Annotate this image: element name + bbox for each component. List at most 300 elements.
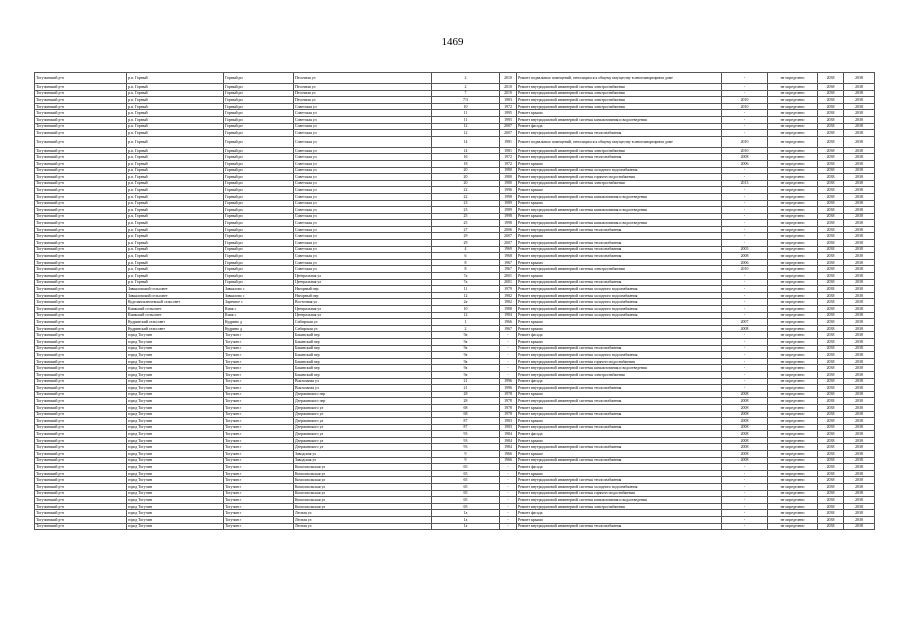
completed-year-cell: -: [722, 292, 768, 299]
completed-year-cell: -: [722, 174, 768, 181]
district-cell: Тогучинский р-н: [35, 345, 127, 352]
build-year-cell: 1983: [500, 97, 517, 104]
work-type-cell: Ремонт крыши: [517, 259, 722, 266]
plan-end-cell: 2038: [844, 306, 875, 313]
completed-year-cell: -: [722, 116, 768, 123]
table-row: [35, 517, 875, 524]
status-cell: не определено: [768, 484, 818, 491]
status-cell: не определено: [768, 444, 818, 451]
district-cell: Тогучинский р-н: [35, 233, 127, 240]
status-cell: не определено: [768, 391, 818, 398]
plan-end-cell: 2038: [844, 147, 875, 154]
completed-year-cell: 2010: [722, 136, 768, 147]
work-type-cell: Ремонт внутридомовой инженерной системы теплоснабжения: [517, 457, 722, 464]
plan-end-cell: 2038: [844, 503, 875, 510]
street-cell: Советская ул: [294, 233, 432, 240]
build-year-cell: 1968: [500, 253, 517, 260]
house-number-cell: 9а: [432, 371, 500, 378]
completed-year-cell: -: [722, 167, 768, 174]
status-cell: не определено: [768, 103, 818, 110]
status-cell: не определено: [768, 130, 818, 137]
plan-end-cell: 2038: [844, 266, 875, 273]
municipality-cell: Горный рп: [224, 259, 294, 266]
district-cell: Тогучинский р-н: [35, 497, 127, 504]
street-cell: Центральная ул: [294, 312, 432, 319]
status-cell: не определено: [768, 319, 818, 326]
work-type-cell: Ремонт внутридомовой инженерной системы электроснабжения: [517, 90, 722, 97]
table-row: [35, 123, 875, 130]
street-cell: Советская ул: [294, 226, 432, 233]
district-cell: Тогучинский р-н: [35, 147, 127, 154]
plan-start-cell: 2038: [818, 312, 844, 319]
table-row: [35, 110, 875, 117]
plan-end-cell: 2038: [844, 523, 875, 530]
build-year-cell: -: [500, 490, 517, 497]
plan-end-cell: 2038: [844, 273, 875, 280]
status-cell: не определено: [768, 371, 818, 378]
house-number-cell: 9а: [432, 365, 500, 372]
plan-start-cell: 2038: [818, 490, 844, 497]
status-cell: не определено: [768, 160, 818, 167]
plan-start-cell: 2038: [818, 187, 844, 194]
work-type-cell: Ремонт фасада: [517, 332, 722, 339]
district-cell: Тогучинский р-н: [35, 136, 127, 147]
municipality-cell: Горный рп: [224, 136, 294, 147]
plan-end-cell: 2038: [844, 193, 875, 200]
plan-end-cell: 2038: [844, 279, 875, 286]
settlement-cell: город Тогучин: [127, 457, 224, 464]
plan-start-cell: 2038: [818, 523, 844, 530]
house-number-cell: 8: [432, 266, 500, 273]
municipality-cell: Тогучин г: [224, 371, 294, 378]
status-cell: не определено: [768, 411, 818, 418]
plan-end-cell: 2038: [844, 220, 875, 227]
settlement-cell: р.п. Горный: [127, 174, 224, 181]
work-type-cell: Ремонт крыши: [517, 338, 722, 345]
status-cell: не определено: [768, 123, 818, 130]
district-cell: Тогучинский р-н: [35, 84, 127, 91]
plan-end-cell: 2038: [844, 180, 875, 187]
settlement-cell: р.п. Горный: [127, 73, 224, 84]
street-cell: Песочная ул: [294, 97, 432, 104]
street-cell: Советская ул: [294, 160, 432, 167]
completed-year-cell: 2006: [722, 160, 768, 167]
district-cell: Тогучинский р-н: [35, 116, 127, 123]
settlement-cell: город Тогучин: [127, 431, 224, 438]
table-row: [35, 358, 875, 365]
street-cell: Песочная ул: [294, 73, 432, 84]
table-row: [35, 306, 875, 313]
status-cell: не определено: [768, 312, 818, 319]
work-type-cell: Ремонт фасада: [517, 464, 722, 471]
plan-start-cell: 2038: [818, 385, 844, 392]
settlement-cell: город Тогучин: [127, 418, 224, 425]
work-type-cell: Ремонт внутридомовой инженерной системы теплоснабжения: [517, 226, 722, 233]
municipality-cell: Завьялово с: [224, 292, 294, 299]
house-number-cell: 9: [432, 451, 500, 458]
district-cell: Тогучинский р-н: [35, 73, 127, 84]
work-type-cell: Ремонт внутридомовой инженерной системы теплоснабжения: [517, 253, 722, 260]
completed-year-cell: 2008: [722, 325, 768, 332]
completed-year-cell: -: [722, 497, 768, 504]
build-year-cell: 1983: [500, 424, 517, 431]
build-year-cell: 1982: [500, 299, 517, 306]
street-cell: Бакинский пер: [294, 365, 432, 372]
table-row: [35, 378, 875, 385]
municipality-cell: Тогучин г: [224, 391, 294, 398]
plan-start-cell: 2038: [818, 200, 844, 207]
build-year-cell: 1978: [500, 398, 517, 405]
house-number-cell: 27: [432, 226, 500, 233]
table-row: [35, 213, 875, 220]
street-cell: Бакинский пер: [294, 345, 432, 352]
table-row: [35, 273, 875, 280]
completed-year-cell: -: [722, 484, 768, 491]
completed-year-cell: 2010: [722, 147, 768, 154]
street-cell: Комсомольская ул: [294, 490, 432, 497]
district-cell: Тогучинский р-н: [35, 325, 127, 332]
plan-start-cell: 2038: [818, 306, 844, 313]
completed-year-cell: -: [722, 371, 768, 378]
house-number-cell: 65: [432, 477, 500, 484]
house-number-cell: 1а: [432, 517, 500, 524]
settlement-cell: р.п. Горный: [127, 246, 224, 253]
settlement-cell: р.п. Горный: [127, 154, 224, 161]
completed-year-cell: 2007: [722, 319, 768, 326]
work-type-cell: Ремонт внутридомовой инженерной системы электроснабжения: [517, 503, 722, 510]
settlement-cell: р.п. Горный: [127, 226, 224, 233]
work-type-cell: Ремонт крыши: [517, 418, 722, 425]
street-cell: Комсомольская ул: [294, 484, 432, 491]
plan-start-cell: 2038: [818, 193, 844, 200]
completed-year-cell: -: [722, 385, 768, 392]
completed-year-cell: 2010: [722, 97, 768, 104]
plan-start-cell: 2038: [818, 279, 844, 286]
municipality-cell: Горный рп: [224, 84, 294, 91]
completed-year-cell: -: [722, 207, 768, 214]
house-number-cell: 93: [432, 431, 500, 438]
status-cell: не определено: [768, 154, 818, 161]
district-cell: Тогучинский р-н: [35, 259, 127, 266]
work-type-cell: Ремонт фасада: [517, 510, 722, 517]
street-cell: Комсомольская ул: [294, 464, 432, 471]
status-cell: не определено: [768, 213, 818, 220]
plan-end-cell: 2038: [844, 200, 875, 207]
street-cell: Песочная ул: [294, 84, 432, 91]
work-type-cell: Ремонт внутридомовой инженерной системы теплоснабжения: [517, 444, 722, 451]
plan-start-cell: 2038: [818, 378, 844, 385]
plan-start-cell: 2038: [818, 123, 844, 130]
build-year-cell: 1989: [500, 200, 517, 207]
plan-start-cell: 2038: [818, 457, 844, 464]
work-type-cell: Ремонт внутридомовой инженерной системы теплоснабжения: [517, 411, 722, 418]
build-year-cell: 1978: [500, 404, 517, 411]
build-year-cell: 1980: [500, 180, 517, 187]
settlement-cell: город Тогучин: [127, 371, 224, 378]
house-number-cell: 68: [432, 411, 500, 418]
build-year-cell: 2001: [500, 273, 517, 280]
municipality-cell: Горный рп: [224, 116, 294, 123]
municipality-cell: Кудрино д: [224, 319, 294, 326]
status-cell: не определено: [768, 167, 818, 174]
municipality-cell: Тогучин г: [224, 457, 294, 464]
house-number-cell: 9а: [432, 352, 500, 359]
work-type-cell: Ремонт внутридомовой инженерной системы канализования и водоотведения: [517, 116, 722, 123]
table-row: [35, 279, 875, 286]
table-row: [35, 240, 875, 247]
plan-end-cell: 2038: [844, 299, 875, 306]
status-cell: не определено: [768, 279, 818, 286]
plan-end-cell: 2038: [844, 365, 875, 372]
work-type-cell: Ремонт внутридомовой инженерной системы канализования и водоотведения: [517, 220, 722, 227]
house-number-cell: 6: [432, 253, 500, 260]
work-type-cell: Ремонт внутридомовой инженерной системы электроснабжения: [517, 371, 722, 378]
street-cell: Дзержинского пер: [294, 398, 432, 405]
completed-year-cell: -: [722, 378, 768, 385]
plan-start-cell: 2038: [818, 246, 844, 253]
work-type-cell: Ремонт подвальных помещений, относящихся к общему имуществу в многоквартирном доме: [517, 136, 722, 147]
plan-start-cell: 2038: [818, 226, 844, 233]
completed-year-cell: -: [722, 187, 768, 194]
municipality-cell: Горный рп: [224, 207, 294, 214]
municipality-cell: Заречное с: [224, 299, 294, 306]
work-type-cell: Ремонт внутридомовой инженерной системы теплоснабжения: [517, 246, 722, 253]
completed-year-cell: 2010: [722, 266, 768, 273]
house-number-cell: 18: [432, 160, 500, 167]
table-row: [35, 385, 875, 392]
district-cell: Тогучинский р-н: [35, 391, 127, 398]
street-cell: Восточная ул: [294, 299, 432, 306]
settlement-cell: город Тогучин: [127, 352, 224, 359]
district-cell: Тогучинский р-н: [35, 279, 127, 286]
plan-end-cell: 2038: [844, 431, 875, 438]
status-cell: не определено: [768, 437, 818, 444]
build-year-cell: 1978: [500, 391, 517, 398]
completed-year-cell: 2010: [722, 103, 768, 110]
house-number-cell: 65: [432, 497, 500, 504]
build-year-cell: 1981: [500, 147, 517, 154]
street-cell: Советская ул: [294, 253, 432, 260]
work-type-cell: Ремонт крыши: [517, 200, 722, 207]
build-year-cell: -: [500, 371, 517, 378]
build-year-cell: 1980: [500, 174, 517, 181]
district-cell: Тогучинский р-н: [35, 418, 127, 425]
municipality-cell: Тогучин г: [224, 418, 294, 425]
settlement-cell: Завьяловский сельсовет: [127, 292, 224, 299]
street-cell: Советская ул: [294, 180, 432, 187]
plan-start-cell: 2038: [818, 484, 844, 491]
house-number-cell: 12: [432, 130, 500, 137]
build-year-cell: 1972: [500, 154, 517, 161]
work-type-cell: Ремонт внутридомовой инженерной системы теплоснабжения: [517, 345, 722, 352]
completed-year-cell: -: [722, 477, 768, 484]
registry-body: [35, 73, 875, 530]
build-year-cell: 2010: [500, 90, 517, 97]
status-cell: не определено: [768, 240, 818, 247]
district-cell: Тогучинский р-н: [35, 253, 127, 260]
plan-end-cell: 2038: [844, 437, 875, 444]
plan-start-cell: 2038: [818, 338, 844, 345]
settlement-cell: город Тогучин: [127, 424, 224, 431]
street-cell: Советская ул: [294, 207, 432, 214]
work-type-cell: Ремонт крыши: [517, 517, 722, 524]
plan-start-cell: 2038: [818, 345, 844, 352]
work-type-cell: Ремонт внутридомовой инженерной системы теплоснабжения: [517, 477, 722, 484]
street-cell: Советская ул: [294, 259, 432, 266]
table-row: [35, 510, 875, 517]
status-cell: не определено: [768, 345, 818, 352]
plan-end-cell: 2038: [844, 418, 875, 425]
street-cell: Бакинский пер: [294, 338, 432, 345]
settlement-cell: город Тогучин: [127, 338, 224, 345]
settlement-cell: город Тогучин: [127, 497, 224, 504]
plan-end-cell: 2038: [844, 464, 875, 471]
settlement-cell: р.п. Горный: [127, 213, 224, 220]
settlement-cell: р.п. Горный: [127, 200, 224, 207]
settlement-cell: город Тогучин: [127, 503, 224, 510]
completed-year-cell: 2013: [722, 180, 768, 187]
table-row: [35, 437, 875, 444]
house-number-cell: 16: [432, 154, 500, 161]
municipality-cell: Горный рп: [224, 233, 294, 240]
build-year-cell: 1984: [500, 431, 517, 438]
settlement-cell: город Тогучин: [127, 437, 224, 444]
table-row: [35, 523, 875, 530]
plan-end-cell: 2038: [844, 319, 875, 326]
status-cell: не определено: [768, 187, 818, 194]
municipality-cell: Горный рп: [224, 130, 294, 137]
completed-year-cell: 2008: [722, 424, 768, 431]
municipality-cell: Горный рп: [224, 123, 294, 130]
municipality-cell: Горный рп: [224, 73, 294, 84]
settlement-cell: р.п. Горный: [127, 90, 224, 97]
table-row: [35, 490, 875, 497]
district-cell: Тогучинский р-н: [35, 299, 127, 306]
street-cell: Сибирская ул: [294, 325, 432, 332]
status-cell: не определено: [768, 451, 818, 458]
status-cell: не определено: [768, 517, 818, 524]
district-cell: Тогучинский р-н: [35, 431, 127, 438]
settlement-cell: город Тогучин: [127, 510, 224, 517]
completed-year-cell: -: [722, 510, 768, 517]
work-type-cell: Ремонт внутридомовой инженерной системы теплоснабжения: [517, 130, 722, 137]
completed-year-cell: -: [722, 279, 768, 286]
table-row: [35, 259, 875, 266]
plan-end-cell: 2038: [844, 103, 875, 110]
work-type-cell: Ремонт внутридомовой инженерной системы холодного водоснабжения: [517, 299, 722, 306]
plan-end-cell: 2038: [844, 484, 875, 491]
plan-end-cell: 2038: [844, 345, 875, 352]
plan-end-cell: 2038: [844, 174, 875, 181]
house-number-cell: 20: [432, 174, 500, 181]
plan-end-cell: 2038: [844, 451, 875, 458]
district-cell: Тогучинский р-н: [35, 490, 127, 497]
municipality-cell: Горный рп: [224, 174, 294, 181]
plan-end-cell: 2038: [844, 398, 875, 405]
settlement-cell: р.п. Горный: [127, 220, 224, 227]
plan-end-cell: 2038: [844, 240, 875, 247]
house-number-cell: 20: [432, 167, 500, 174]
build-year-cell: 1998: [500, 213, 517, 220]
street-cell: Советская ул: [294, 154, 432, 161]
work-type-cell: Ремонт внутридомовой инженерной системы холодного водоснабжения: [517, 167, 722, 174]
build-year-cell: -: [500, 517, 517, 524]
work-type-cell: Ремонт крыши: [517, 233, 722, 240]
settlement-cell: город Тогучин: [127, 411, 224, 418]
work-type-cell: Ремонт крыши: [517, 273, 722, 280]
municipality-cell: Тогучин г: [224, 517, 294, 524]
house-number-cell: 22: [432, 193, 500, 200]
table-row: [35, 371, 875, 378]
work-type-cell: Ремонт внутридомовой инженерной системы теплоснабжения: [517, 154, 722, 161]
district-cell: Тогучинский р-н: [35, 187, 127, 194]
table-row: [35, 345, 875, 352]
plan-end-cell: 2038: [844, 510, 875, 517]
table-row: [35, 325, 875, 332]
district-cell: Тогучинский р-н: [35, 97, 127, 104]
completed-year-cell: -: [722, 233, 768, 240]
house-number-cell: 28: [432, 398, 500, 405]
table-row: [35, 167, 875, 174]
street-cell: Бакинский пер: [294, 371, 432, 378]
work-type-cell: Ремонт крыши: [517, 470, 722, 477]
build-year-cell: -: [500, 523, 517, 530]
plan-end-cell: 2038: [844, 352, 875, 359]
house-number-cell: 65: [432, 503, 500, 510]
settlement-cell: город Тогучин: [127, 398, 224, 405]
build-year-cell: 1967: [500, 259, 517, 266]
municipality-cell: Тогучин г: [224, 404, 294, 411]
table-row: [35, 116, 875, 123]
municipality-cell: Горный рп: [224, 279, 294, 286]
completed-year-cell: -: [722, 84, 768, 91]
build-year-cell: -: [500, 352, 517, 359]
completed-year-cell: 2008: [722, 411, 768, 418]
house-number-cell: 4: [432, 246, 500, 253]
plan-end-cell: 2038: [844, 207, 875, 214]
house-number-cell: 29: [432, 240, 500, 247]
table-row: [35, 431, 875, 438]
completed-year-cell: -: [722, 358, 768, 365]
work-type-cell: Ремонт крыши: [517, 404, 722, 411]
district-cell: Тогучинский р-н: [35, 200, 127, 207]
settlement-cell: р.п. Горный: [127, 240, 224, 247]
street-cell: Советская ул: [294, 187, 432, 194]
settlement-cell: р.п. Горный: [127, 103, 224, 110]
house-number-cell: 2: [432, 84, 500, 91]
completed-year-cell: 2008: [722, 451, 768, 458]
settlement-cell: город Тогучин: [127, 464, 224, 471]
district-cell: Тогучинский р-н: [35, 437, 127, 444]
status-cell: не определено: [768, 266, 818, 273]
district-cell: Тогучинский р-н: [35, 306, 127, 313]
build-year-cell: 1998: [500, 220, 517, 227]
district-cell: Тогучинский р-н: [35, 167, 127, 174]
build-year-cell: 1978: [500, 411, 517, 418]
table-row: [35, 103, 875, 110]
table-row: [35, 391, 875, 398]
settlement-cell: р.п. Горный: [127, 167, 224, 174]
settlement-cell: город Тогучин: [127, 470, 224, 477]
district-cell: Тогучинский р-н: [35, 266, 127, 273]
settlement-cell: р.п. Горный: [127, 279, 224, 286]
table-row: [35, 180, 875, 187]
house-number-cell: 9а: [432, 332, 500, 339]
house-number-cell: 11: [432, 286, 500, 293]
plan-start-cell: 2038: [818, 213, 844, 220]
table-row: [35, 503, 875, 510]
plan-start-cell: 2038: [818, 299, 844, 306]
